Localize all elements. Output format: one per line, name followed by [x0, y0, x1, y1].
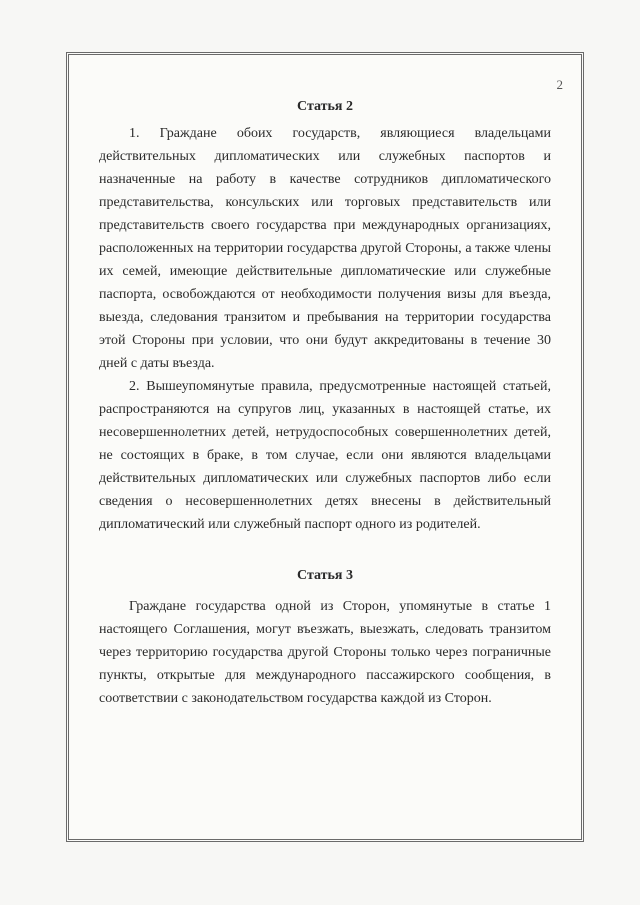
document-body: [99, 95, 551, 710]
article-2-paragraph-2: 2. Вышеупомянутые правила, предусмотренные настоящей статьей, распространяются на супругов лиц, указанных в настоящей статье, их несовершеннолетних детей, нетрудоспособных совершеннолетних детей, не состоящих в браке, в том случае, если они являются владельцами действительных дипломатических или служебных паспортов либо если сведения о несовершеннолетних детях внесены в действительный дипломатический или служебный паспорт одного из родителей.: [99, 379, 551, 532]
article-2-title: Статья 2: [297, 99, 353, 114]
article-2-paragraph-1: 1. Граждане обоих государств, являющиеся владельцами действительных дипломатических или служебных паспортов и назначенные на работу в качестве сотрудников дипломатического представительства, консульских или торговых представительств или представительств своего государства при международных организациях, расположенных на территории государства другой Стороны, а также члены их семей, имеющие действительные дипломатические или служебные паспорта, освобождаются от необходимости получения визы для въезда, выезда, следования транзитом и пребывания на территории государства этой Стороны при условии, что они будут аккредитованы в течение 30 дней с даты въезда.: [99, 126, 551, 371]
article-3-paragraph-1: Граждане государства одной из Сторон, упомянутые в статье 1 настоящего Соглашения, могут въезжать, выезжать, следовать транзитом через территорию государства другой Стороны только через пограничные пункты, открытые для международного пассажирского сообщения, в соответствии с законодательством государства каждой из Сторон.: [99, 599, 551, 706]
page-number: 2: [556, 77, 563, 92]
document-page: [66, 52, 584, 842]
article-3-title: Статья 3: [297, 568, 353, 583]
